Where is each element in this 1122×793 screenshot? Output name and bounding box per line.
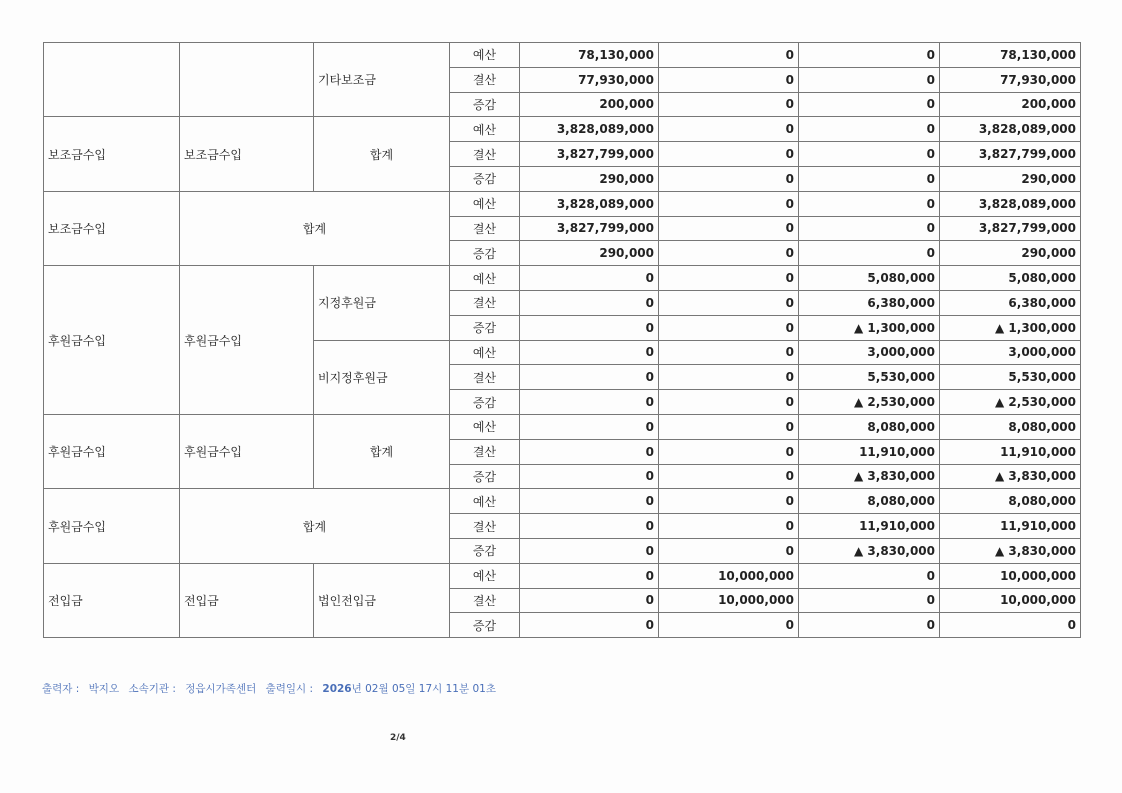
type-cell: 결산 [450, 439, 520, 464]
total-cell: 0 [940, 613, 1081, 638]
item-cell: 지정후원금 [314, 266, 450, 340]
printer-name: 박지오 [88, 683, 120, 695]
total-cell: 8,080,000 [940, 489, 1081, 514]
type-cell: 증감 [450, 241, 520, 266]
total-cell: 5,530,000 [940, 365, 1081, 390]
table-row [44, 266, 1081, 291]
date-year: 2026 [322, 683, 352, 695]
type-cell: 증감 [450, 464, 520, 489]
value-cell: 10,000,000 [659, 588, 799, 613]
category-cell: 후원금수입 [44, 489, 180, 563]
subcategory-cell: 후원금수입 [180, 414, 314, 488]
total-cell: 10,000,000 [940, 563, 1081, 588]
value-cell: ▲ 3,830,000 [799, 538, 940, 563]
value-cell: 0 [799, 142, 940, 167]
value-cell: 8,080,000 [799, 489, 940, 514]
value-cell: 0 [799, 43, 940, 68]
value-cell: 0 [520, 290, 659, 315]
table-row [44, 414, 1081, 439]
value-cell: 0 [520, 514, 659, 539]
value-cell: 0 [520, 365, 659, 390]
type-cell: 예산 [450, 340, 520, 365]
budget-table [43, 42, 1081, 638]
value-cell: 0 [520, 464, 659, 489]
type-cell: 예산 [450, 563, 520, 588]
subcategory-cell: 전입금 [180, 563, 314, 637]
subcategory-cell: 보조금수입 [180, 117, 314, 191]
type-cell: 예산 [450, 43, 520, 68]
value-cell: 0 [659, 92, 799, 117]
value-cell: 0 [799, 92, 940, 117]
total-cell: 3,000,000 [940, 340, 1081, 365]
total-cell: 6,380,000 [940, 290, 1081, 315]
value-cell: 0 [659, 216, 799, 241]
value-cell: 3,000,000 [799, 340, 940, 365]
value-cell: 5,530,000 [799, 365, 940, 390]
item-cell: 비지정후원금 [314, 340, 450, 414]
type-cell: 결산 [450, 514, 520, 539]
value-cell: 0 [520, 563, 659, 588]
value-cell: ▲ 1,300,000 [799, 315, 940, 340]
total-cell: 10,000,000 [940, 588, 1081, 613]
value-cell: 0 [799, 613, 940, 638]
type-cell: 증감 [450, 166, 520, 191]
value-cell: 3,827,799,000 [520, 216, 659, 241]
type-cell: 결산 [450, 216, 520, 241]
value-cell: 0 [659, 489, 799, 514]
total-cell: 3,828,089,000 [940, 117, 1081, 142]
value-cell: 0 [659, 613, 799, 638]
value-cell: 0 [520, 390, 659, 415]
item-cell: 합계 [314, 117, 450, 191]
value-cell: 0 [799, 67, 940, 92]
date-label: 출력일시 : [265, 683, 314, 695]
value-cell: 0 [659, 290, 799, 315]
date-rest: 년 02월 05일 17시 11분 01초 [351, 683, 496, 695]
value-cell: 290,000 [520, 166, 659, 191]
type-cell: 증감 [450, 390, 520, 415]
total-cell: 11,910,000 [940, 439, 1081, 464]
total-cell: 3,827,799,000 [940, 142, 1081, 167]
value-cell: 0 [659, 464, 799, 489]
print-footer [42, 681, 502, 696]
subtotal-cell: 합계 [180, 489, 450, 563]
type-cell: 결산 [450, 365, 520, 390]
total-cell: ▲ 3,830,000 [940, 538, 1081, 563]
value-cell: 0 [520, 315, 659, 340]
value-cell: 0 [659, 117, 799, 142]
total-cell: 77,930,000 [940, 67, 1081, 92]
type-cell: 예산 [450, 117, 520, 142]
table-row [44, 489, 1081, 514]
value-cell: 0 [659, 67, 799, 92]
value-cell: 11,910,000 [799, 514, 940, 539]
table-row [44, 563, 1081, 588]
value-cell: 8,080,000 [799, 414, 940, 439]
total-cell: ▲ 1,300,000 [940, 315, 1081, 340]
value-cell: 0 [520, 538, 659, 563]
value-cell: 10,000,000 [659, 563, 799, 588]
value-cell: 0 [799, 241, 940, 266]
total-cell: ▲ 2,530,000 [940, 390, 1081, 415]
type-cell: 결산 [450, 290, 520, 315]
value-cell: 0 [520, 613, 659, 638]
item-cell: 합계 [314, 414, 450, 488]
total-cell: 78,130,000 [940, 43, 1081, 68]
value-cell: 0 [659, 439, 799, 464]
printer-label: 출력자 : [42, 683, 80, 695]
total-cell: 290,000 [940, 166, 1081, 191]
type-cell: 결산 [450, 588, 520, 613]
value-cell: 3,828,089,000 [520, 117, 659, 142]
value-cell: 0 [799, 117, 940, 142]
category-cell: 후원금수입 [44, 266, 180, 415]
page-number: 2/4 [390, 733, 406, 743]
value-cell: 0 [520, 439, 659, 464]
value-cell: ▲ 3,830,000 [799, 464, 940, 489]
type-cell: 증감 [450, 613, 520, 638]
value-cell: 0 [659, 241, 799, 266]
subcategory-cell [180, 43, 314, 117]
type-cell: 증감 [450, 315, 520, 340]
total-cell: ▲ 3,830,000 [940, 464, 1081, 489]
total-cell: 5,080,000 [940, 266, 1081, 291]
value-cell: 78,130,000 [520, 43, 659, 68]
value-cell: 0 [520, 489, 659, 514]
value-cell: 0 [659, 414, 799, 439]
value-cell: 0 [659, 340, 799, 365]
category-cell: 전입금 [44, 563, 180, 637]
table-row [44, 117, 1081, 142]
total-cell: 200,000 [940, 92, 1081, 117]
value-cell: ▲ 2,530,000 [799, 390, 940, 415]
value-cell: 0 [659, 390, 799, 415]
type-cell: 결산 [450, 67, 520, 92]
value-cell: 11,910,000 [799, 439, 940, 464]
value-cell: 5,080,000 [799, 266, 940, 291]
value-cell: 290,000 [520, 241, 659, 266]
subcategory-cell: 후원금수입 [180, 266, 314, 415]
org-name: 정읍시가족센터 [185, 683, 257, 695]
type-cell: 예산 [450, 266, 520, 291]
value-cell: 0 [659, 538, 799, 563]
value-cell: 3,827,799,000 [520, 142, 659, 167]
org-label: 소속기관 : [128, 683, 176, 695]
type-cell: 결산 [450, 142, 520, 167]
budget-sheet [43, 42, 1081, 638]
value-cell: 0 [659, 166, 799, 191]
value-cell: 0 [659, 191, 799, 216]
value-cell: 0 [659, 514, 799, 539]
type-cell: 예산 [450, 191, 520, 216]
subtotal-cell: 합계 [180, 191, 450, 265]
value-cell: 0 [520, 266, 659, 291]
type-cell: 증감 [450, 92, 520, 117]
total-cell: 11,910,000 [940, 514, 1081, 539]
value-cell: 0 [659, 315, 799, 340]
type-cell: 증감 [450, 538, 520, 563]
table-row [44, 43, 1081, 68]
type-cell: 예산 [450, 489, 520, 514]
value-cell: 0 [799, 191, 940, 216]
category-cell: 보조금수입 [44, 117, 180, 191]
value-cell: 0 [659, 43, 799, 68]
value-cell: 0 [520, 414, 659, 439]
value-cell: 0 [799, 166, 940, 191]
item-cell: 기타보조금 [314, 43, 450, 117]
category-cell: 후원금수입 [44, 414, 180, 488]
total-cell: 8,080,000 [940, 414, 1081, 439]
table-row [44, 191, 1081, 216]
category-cell: 보조금수입 [44, 191, 180, 265]
value-cell: 3,828,089,000 [520, 191, 659, 216]
value-cell: 0 [799, 563, 940, 588]
total-cell: 290,000 [940, 241, 1081, 266]
value-cell: 0 [659, 142, 799, 167]
value-cell: 0 [520, 588, 659, 613]
total-cell: 3,827,799,000 [940, 216, 1081, 241]
type-cell: 예산 [450, 414, 520, 439]
total-cell: 3,828,089,000 [940, 191, 1081, 216]
value-cell: 0 [659, 266, 799, 291]
value-cell: 6,380,000 [799, 290, 940, 315]
value-cell: 0 [520, 340, 659, 365]
value-cell: 0 [799, 216, 940, 241]
category-cell [44, 43, 180, 117]
item-cell: 법인전입금 [314, 563, 450, 637]
value-cell: 0 [659, 365, 799, 390]
value-cell: 0 [799, 588, 940, 613]
value-cell: 200,000 [520, 92, 659, 117]
value-cell: 77,930,000 [520, 67, 659, 92]
